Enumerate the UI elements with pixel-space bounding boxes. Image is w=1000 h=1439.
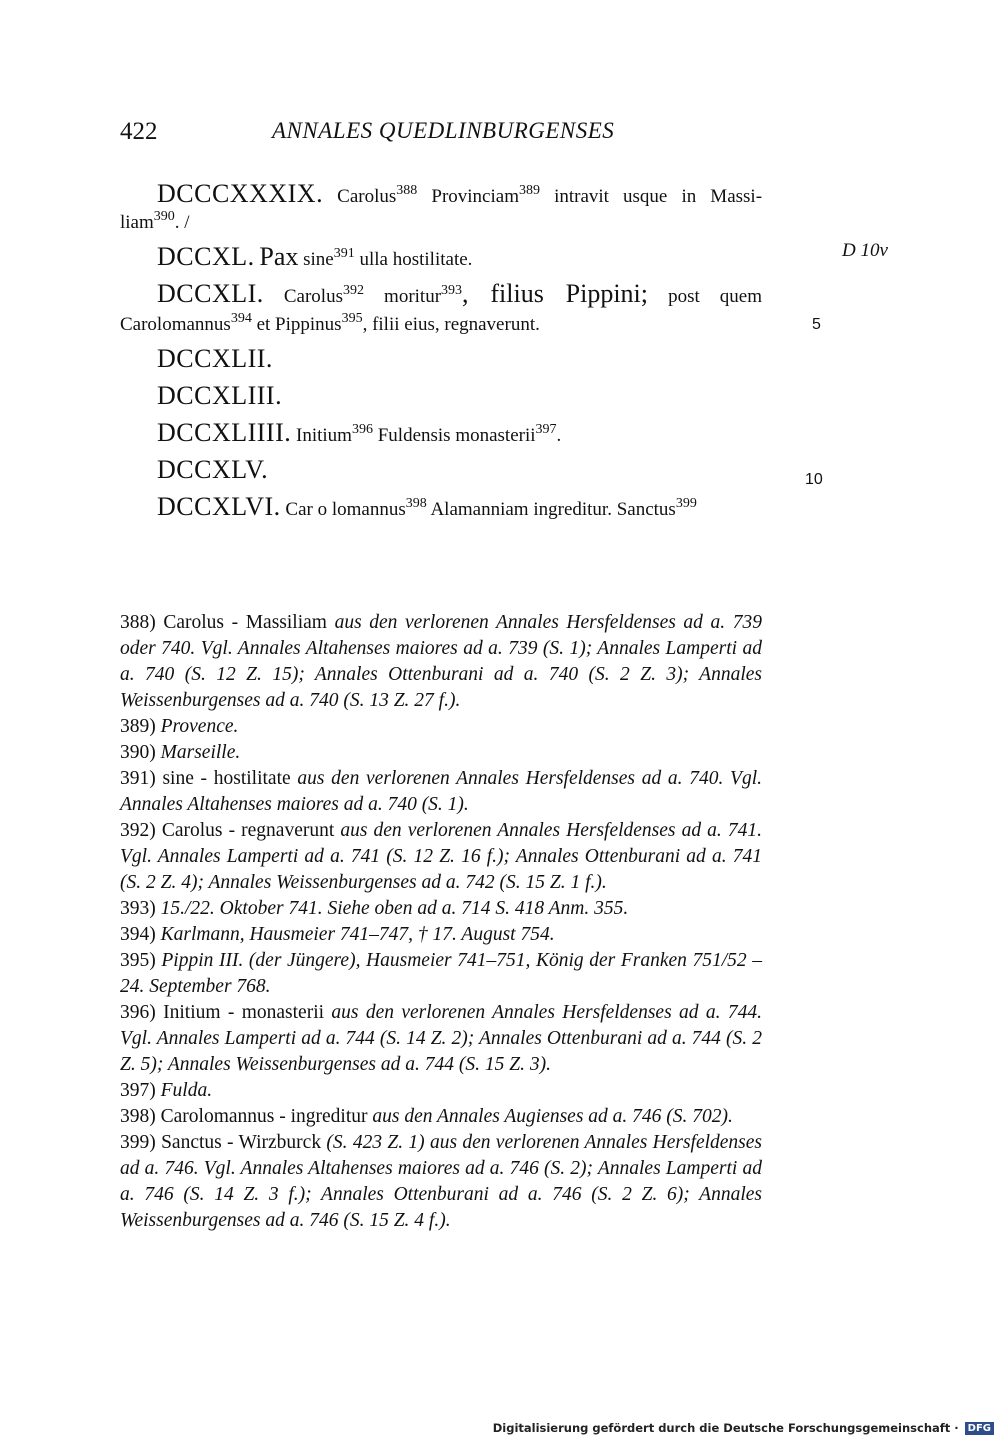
entry-text: sine	[303, 249, 334, 270]
entry-text: intravit usque in Massi-	[554, 186, 763, 207]
footnote-number: 394)	[120, 924, 156, 945]
footnote-395	[120, 948, 762, 1000]
entry-text: Pax	[259, 242, 299, 271]
entry-text: Car o lomannus	[285, 499, 406, 520]
entry-text: ulla hostilitate.	[359, 249, 473, 270]
footnote-number: 396)	[120, 1002, 156, 1023]
footnote-ref: 389	[518, 183, 540, 198]
entry-text: , filius Pippini;	[462, 279, 648, 308]
footnote-number: 395)	[120, 950, 156, 971]
entry-text: Carolus	[283, 286, 343, 307]
footnote-lemma: Carolomannus - ingreditur	[160, 1106, 368, 1127]
footnotes	[120, 610, 762, 1234]
year-label: DCCXLV.	[157, 455, 269, 484]
year-label: DCCXL.	[157, 242, 255, 271]
year-label: DCCXLVI.	[157, 492, 281, 521]
annal-entry-839	[120, 180, 762, 211]
footnote-396	[120, 1000, 762, 1078]
entry-text: moritur	[384, 286, 442, 307]
footnote-lemma: Sanctus - Wirzburck	[161, 1132, 322, 1153]
dfg-logo: DFG	[965, 1422, 994, 1435]
digitization-footer	[493, 1417, 994, 1439]
running-title: ANNALES QUEDLINBURGENSES	[272, 118, 615, 143]
footnote-ref: 394	[230, 311, 252, 326]
footnote-ref: 396	[351, 422, 373, 437]
annal-entry-840	[120, 243, 762, 274]
footnote-ref: 393	[441, 283, 463, 298]
footnote-394	[120, 922, 762, 948]
entry-text: Initium	[296, 425, 352, 446]
annal-entry-841-cont	[120, 311, 762, 339]
footnote-text: Pippin III. (der Jüngere), Hausmeier 741–751, König der Franken 751/52 – 24. September 768.	[120, 950, 762, 997]
entry-text: .	[556, 425, 562, 446]
entry-text: , filii eius, regnaverunt.	[362, 314, 540, 335]
annal-entry-839-cont	[120, 209, 762, 237]
line-number-10: 10	[805, 471, 823, 488]
footnote-text: 15./22. Oktober 741. Siehe oben ad a. 714 S. 418 Anm. 355.	[160, 898, 629, 919]
entry-text: et Pippinus	[256, 314, 342, 335]
entry-text: Alamanniam ingreditur. Sanctus	[430, 499, 676, 520]
annal-entry-841	[120, 280, 762, 311]
year-label: DCCXLII.	[157, 344, 273, 373]
footnote-number: 391)	[120, 768, 156, 789]
footnote-ref: 392	[342, 283, 364, 298]
footnote-text: Fulda.	[160, 1080, 213, 1101]
footnote-ref: 397	[535, 422, 557, 437]
footnote-399	[120, 1130, 762, 1234]
year-label: DCCXLIIII.	[157, 418, 292, 447]
footnote-text: aus den verlorenen Annales Hersfeldenses ad a. 744. Vgl. Annales Lamperti ad a. 744 (S. 14 Z. 2); Annales Ottenburani ad a. 744 (S. 2 Z. 5); Annales Weissenburgenses ad a. 744 (S. 15 Z. 3).	[120, 1002, 762, 1075]
footnote-ref: 395	[341, 311, 363, 326]
annal-entry-843	[120, 382, 762, 413]
footnote-text: Marseille.	[160, 742, 241, 763]
footnote-lemma: Carolus - Massiliam	[163, 612, 327, 633]
annal-entry-845	[120, 456, 762, 487]
footnote-388	[120, 610, 762, 714]
entry-text: Fuldensis monasterii	[377, 425, 536, 446]
footnote-ref: 390	[153, 209, 175, 224]
entry-text: Carolus	[337, 186, 397, 207]
footnote-lemma: Initium - monasterii	[163, 1002, 325, 1023]
entry-text: Provinciam	[431, 186, 519, 207]
footnote-ref: 399	[675, 496, 697, 511]
year-label: DCCXLIII.	[157, 381, 283, 410]
footnote-392	[120, 818, 762, 896]
footnote-number: 398)	[120, 1106, 156, 1127]
footnote-text: Karlmann, Hausmeier 741–747, † 17. August 754.	[160, 924, 555, 945]
footnote-text: aus den verlorenen Annales Hersfeldenses ad a. 741. Vgl. Annales Lamperti ad a. 741 (S. 12 Z. 16 f.); Annales Ottenburani ad a. 741 (S. 2 Z. 4); Annales Weissenburgenses ad a. 742 (S. 15 Z. 1 f.).	[120, 820, 762, 893]
entry-text: post quem	[668, 286, 763, 307]
footnote-393	[120, 896, 762, 922]
footnote-lemma: sine - hostilitate	[162, 768, 291, 789]
line-number-5: 5	[812, 316, 821, 333]
year-label: DCCXLI.	[157, 279, 264, 308]
footnote-number: 392)	[120, 820, 156, 841]
footnote-text: aus den verlorenen Annales Hersfeldenses ad a. 739 oder 740. Vgl. Annales Altahenses maiores ad a. 739 (S. 1); Annales Lamperti ad a. 740 (S. 12 Z. 15); Annales Ottenburani ad a. 740 (S. 2 Z. 3); Annales Weissenburgenses ad a. 740 (S. 13 Z. 27 f.).	[120, 612, 763, 711]
footnote-number: 389)	[120, 716, 156, 737]
annal-entry-846	[120, 493, 762, 524]
footnote-number: 388)	[120, 612, 156, 633]
footnote-ref: 398	[405, 496, 427, 511]
footnote-text: aus den Annales Augienses ad a. 746 (S. 702).	[372, 1106, 733, 1127]
entry-text: . /	[174, 212, 190, 233]
footer-text: Digitalisierung gefördert durch die Deutsche Forschungsgemeinschaft ·	[492, 1421, 959, 1435]
footnote-390	[120, 740, 762, 766]
footnote-391	[120, 766, 762, 818]
footnote-text: aus den verlorenen Annales Hersfeldenses ad a. 740. Vgl. Annales Altahenses maiores ad a. 740 (S. 1).	[120, 768, 763, 815]
footnote-397	[120, 1078, 762, 1104]
footnote-lemma: Carolus - regnaverunt	[161, 820, 335, 841]
footnote-text: (S. 423 Z. 1) aus den verlorenen Annales Hersfeldenses ad a. 746. Vgl. Annales Altahenses maiores ad a. 746 (S. 2); Annales Lamperti ad a. 746 (S. 14 Z. 3 f.); Annales Ottenburani ad a. 746 (S. 2 Z. 6); Annales Weissenburgenses ad a. 746 (S. 15 Z. 4 f.).	[120, 1132, 763, 1231]
page-number: 422	[120, 118, 158, 145]
annal-entry-842	[120, 345, 762, 376]
footnote-number: 390)	[120, 742, 156, 763]
folio-note: D 10v	[842, 240, 888, 261]
page-header	[120, 118, 880, 158]
footnote-number: 393)	[120, 898, 156, 919]
footnote-number: 399)	[120, 1132, 156, 1153]
entry-text: Carolomannus	[120, 314, 231, 335]
footnote-ref: 388	[396, 183, 418, 198]
footnote-number: 397)	[120, 1080, 156, 1101]
footnote-ref: 391	[333, 246, 355, 261]
year-label: DCCCXXXIX.	[157, 179, 324, 208]
footnote-text: Provence.	[160, 716, 239, 737]
footnote-398	[120, 1104, 762, 1130]
entry-text: liam	[120, 212, 154, 233]
annal-entry-844	[120, 419, 762, 450]
annal-text	[120, 180, 762, 530]
footnote-389	[120, 714, 762, 740]
